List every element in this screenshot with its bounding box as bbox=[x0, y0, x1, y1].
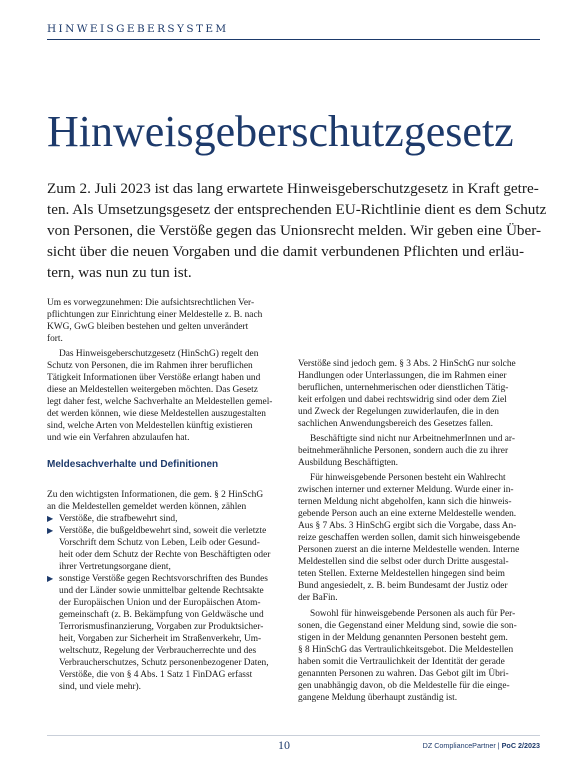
body-line: Für hinweisgebende Personen besteht ein Wahlrecht bbox=[310, 473, 506, 483]
bullet-line: Verbraucherschutzes, Schutz personenbezogener Daten, bbox=[59, 658, 269, 668]
issue-label: PoC 2/2023 bbox=[501, 741, 540, 750]
body-line: det werden können, wie diese Meldestellen auszugestalten bbox=[47, 409, 266, 419]
body-line: sonen, die Gegenstand einer Meldung sind, sowie die son- bbox=[298, 621, 517, 631]
body-line: legt daher fest, welche Sachverhalte an Meldestellen gemel- bbox=[47, 397, 273, 407]
lead-paragraph bbox=[47, 178, 545, 283]
body-line: teten Stellen. Externe Meldestellen hingegen sind beim bbox=[298, 569, 505, 579]
lead-line: ten. Als Umsetzungsgesetz der entsprechenden EU-Richtlinie dient es dem Schutz bbox=[47, 201, 547, 218]
body-line: gen unabhängig davon, ob die Meldestelle für die einge- bbox=[298, 681, 510, 691]
body-line: Bund angesiedelt, z. B. beim Bundesamt der Justiz oder bbox=[298, 581, 508, 591]
body-line: sachlichen Anwendungsbereich des Gesetzes fallen. bbox=[298, 419, 493, 429]
body-line: fort. bbox=[47, 334, 63, 344]
bullet-line: Verstöße, die strafbewehrt sind, bbox=[59, 514, 178, 524]
publication-name: DZ CompliancePartner bbox=[422, 741, 496, 750]
footer-publication bbox=[423, 741, 540, 750]
body-line: § 8 HinSchG das Vertraulichkeitsgebot. Die Meldestellen bbox=[298, 645, 514, 655]
bullet-triangle-icon: ▶ bbox=[47, 526, 54, 535]
section-subheading: Meldesachverhalte und Definitionen bbox=[47, 459, 219, 470]
kicker-rule bbox=[47, 39, 540, 40]
bullet-triangle-icon: ▶ bbox=[47, 514, 54, 523]
bullet-triangle-icon: ▶ bbox=[47, 574, 54, 583]
body-line: Personen zuerst an die interne Meldestelle wenden. Interne bbox=[298, 545, 520, 555]
body-line: Aus § 7 Abs. 3 HinSchG ergibt sich die Vorgabe, dass An- bbox=[298, 521, 517, 531]
body-line: keit erfolgen und dabei rechtswidrig sind oder dem Ziel bbox=[298, 395, 507, 405]
body-line: KWG, GwG bleiben bestehen und gelten unverändert bbox=[47, 322, 249, 332]
body-line: reize geschaffen werden sollen, damit sich hinweisgebende bbox=[298, 533, 520, 543]
body-line: Tätigkeit Informationen über Verstöße erlangt haben und bbox=[47, 373, 261, 383]
body-line: der BaFin. bbox=[298, 593, 338, 603]
body-line: gebende Person auch an eine externe Meldestelle wenden. bbox=[298, 509, 517, 519]
page-number: 10 bbox=[278, 738, 290, 752]
body-line: Schutz von Personen, die im Rahmen ihrer beruflichen bbox=[47, 361, 253, 371]
body-line: gangene Meldung überhaupt zuständig ist. bbox=[298, 693, 458, 703]
bullet-line: sind, und viele mehr). bbox=[59, 682, 142, 692]
bullet-line: heit, Vorgaben zur Sicherheit im Straßenverkehr, Um- bbox=[59, 634, 262, 644]
body-line: beitnehmerähnliche Personen, sondern auch die zu ihrer bbox=[298, 446, 509, 456]
bullet-line: Verstöße, die von § 4 Abs. 1 Satz 1 FinDAG erfasst bbox=[59, 670, 253, 680]
body-line: diese an Meldestellen weitergeben möchten. Das Gesetz bbox=[47, 385, 258, 395]
body-line: Meldestellen sind die selbst oder durch Dritte ausgestal- bbox=[298, 557, 509, 567]
body-line: Beschäftigte sind nicht nur ArbeitnehmerInnen und ar- bbox=[310, 434, 515, 444]
bullet-line: heit oder dem Schutz der Rechte von Beschäftigten oder bbox=[59, 550, 271, 560]
body-line: Das Hinweisgeberschutzgesetz (HinSchG) regelt den bbox=[59, 349, 259, 359]
bullet-line: und der Länder sowie unmittelbar geltende Rechtsakte bbox=[59, 586, 264, 596]
body-line: und Zweck der Regelungen zuwiderlaufen, die in den bbox=[298, 407, 499, 417]
bullet-line: Vorschrift dem Schutz von Leben, Leib oder Gesund- bbox=[59, 538, 260, 548]
body-line: zwischen interner und externer Meldung. Wurde einer in- bbox=[298, 485, 514, 495]
body-line: und wie ein Verfahren abzulaufen hat. bbox=[47, 433, 190, 443]
bullet-line: ihrer Vertretungsorgane dient, bbox=[59, 562, 171, 572]
bullet-line: der Europäischen Union und der Europäischen Atom- bbox=[59, 598, 261, 608]
footer-separator: | bbox=[497, 741, 500, 750]
bullet-line: weltschutz, Regelung der Verbraucherrechte und des bbox=[59, 646, 257, 656]
body-line: Zu den wichtigsten Informationen, die gem. § 2 HinSchG bbox=[47, 490, 264, 500]
body-line: beruflichen, unternehmerischen oder dienstlichen Tätig- bbox=[298, 383, 509, 393]
bullet-line: Terrorismusfinanzierung, Vorgaben zur Produktsicher- bbox=[59, 622, 264, 632]
body-line: an die Meldestellen gemeldet werden können, zählen bbox=[47, 502, 247, 512]
body-line: genannten Personen zu wahren. Das Gebot gilt im Übri- bbox=[298, 669, 509, 679]
body-line: Ausbildung Beschäftigten. bbox=[298, 458, 398, 468]
bullet-line: Verstöße, die bußgeldbewehrt sind, soweit die verletzte bbox=[59, 526, 267, 536]
lead-line: sicht über die neuen Vorgaben und die damit verbundenen Pflichten und erläu- bbox=[47, 243, 525, 260]
body-line: Sowohl für hinweisgebende Personen als auch für Per- bbox=[310, 609, 516, 619]
body-line: Verstöße sind jedoch gem. § 3 Abs. 2 HinSchG nur solche bbox=[298, 359, 516, 369]
article-title: Hinweisgeberschutzgesetz bbox=[47, 107, 514, 156]
body-line: Handlungen oder Unterlassungen, die im Rahmen einer bbox=[298, 371, 507, 381]
section-kicker: HINWEISGEBERSYSTEM bbox=[47, 23, 229, 35]
body-line: haben somit die Vertraulichkeit der Identität der gerade bbox=[298, 657, 505, 667]
body-line: stigen in der Meldung genannten Personen besteht gem. bbox=[298, 633, 508, 643]
bullet-line: sonstige Verstöße gegen Rechtsvorschriften des Bundes bbox=[59, 574, 268, 584]
body-line: pflichtungen zur Einrichtung einer Meldestelle z. B. nach bbox=[47, 310, 263, 320]
body-line: sind, welche Arten von Meldestellen künftig existieren bbox=[47, 421, 253, 431]
lead-line: von Personen, die Verstöße gegen das Unionsrecht melden. Wir geben eine Über- bbox=[47, 222, 542, 239]
lead-line: Zum 2. Juli 2023 ist das lang erwartete Hinweisgeberschutzgesetz in Kraft getre- bbox=[47, 180, 539, 197]
bullet-line: gemeinschaft (z. B. Bekämpfung von Geldwäsche und bbox=[59, 610, 264, 620]
footer-rule bbox=[47, 735, 540, 736]
lead-line: tern, was nun zu tun ist. bbox=[47, 264, 192, 281]
body-line: ternen Meldung nicht abgeholfen, kann sich die hinweis- bbox=[298, 497, 512, 507]
body-line: Um es vorwegzunehmen: Die aufsichtsrechtlichen Ver- bbox=[47, 298, 255, 308]
